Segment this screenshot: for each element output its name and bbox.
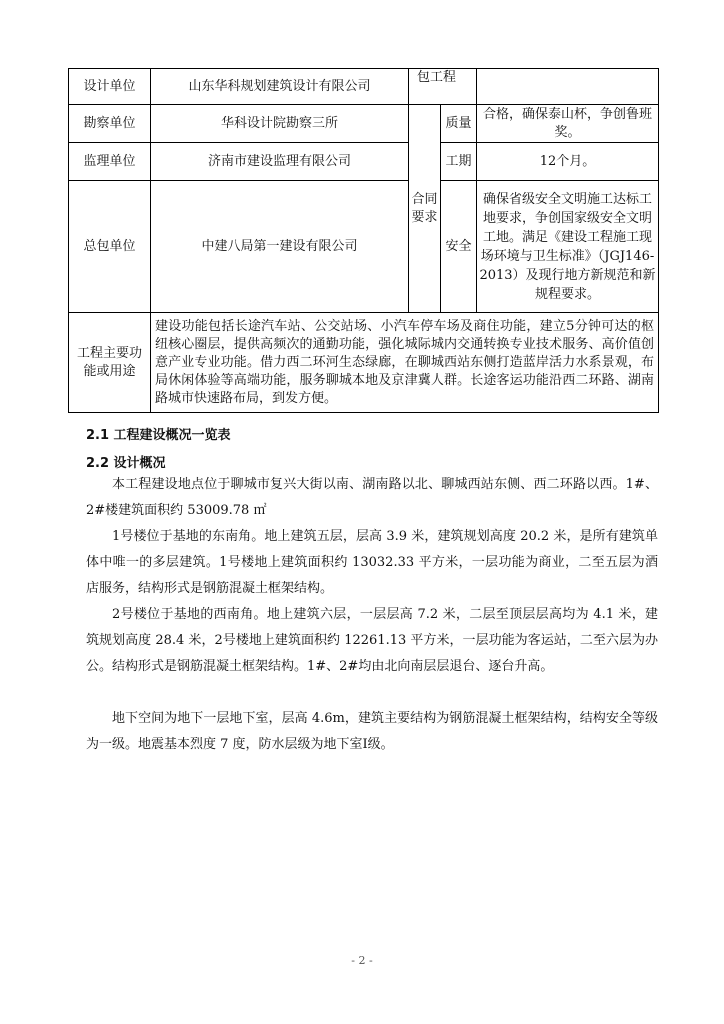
table-row — [69, 143, 659, 181]
package-value — [477, 69, 659, 105]
general-contractor-value: 中建八局第一建设有限公司 — [151, 181, 409, 313]
section-heading-2-1: 2.1 工程建设概况一览表 — [86, 428, 231, 443]
paragraph-building-2: 2号楼位于基地的西南角。地上建筑六层，一层层高 7.2 米，二层至顶层层高均为 4.1 米，建筑规划高度 28.4 米，2号楼地上建筑面积约 12261.13 平方米，一层功能为客运站，二至六层为办公。结构形式是钢筋混凝土框架结构。1#、2#均由北向南层层退台、逐台升高。 — [86, 607, 658, 674]
safety-value: 确保省级安全文明施工达标工地要求，争创国家级安全文明工地。满足《建设工程施工现场环境与卫生标准》（JGJ146-2013）及现行地方新规范和新规程要求。 — [477, 181, 659, 313]
supervision-unit-label: 监理单位 — [69, 143, 151, 181]
project-info-table — [68, 68, 659, 413]
safety-label: 安全 — [441, 181, 477, 313]
design-unit-label: 设计单位 — [69, 69, 151, 105]
page-number: - 2 - — [351, 954, 373, 967]
paragraph-basement: 地下空间为地下一层地下室，层高 4.6m，建筑主要结构为钢筋混凝土框架结构，结构安全等级为一级。地震基本烈度 7 度，防水层级为地下室Ⅰ级。 — [86, 711, 658, 752]
table-row — [69, 105, 659, 143]
contract-requirements-label: 合同要求 — [409, 105, 441, 313]
schedule-label: 工期 — [441, 143, 477, 181]
table-row — [69, 181, 659, 313]
design-unit-value: 山东华科规划建筑设计有限公司 — [151, 69, 409, 105]
supervision-unit-value: 济南市建设监理有限公司 — [151, 143, 409, 181]
main-function-value: 建设功能包括长途汽车站、公交站场、小汽车停车场及商住功能，建立5分钟可达的枢纽核心圈层，提供高频次的通勤功能，强化城际城内交通转换专业技术服务、高价值创意产业专业功能。借力西二环河生态绿廊，在聊城西站东侧打造蓝岸活力水系景观，布局休闲体验等高端功能，服务聊城本地及京津冀人群。长途客运功能沿西二环路、湖南路城市快速路布局，到发方便。 — [151, 313, 659, 413]
survey-unit-value: 华科设计院勘察三所 — [151, 105, 409, 143]
package-label: 包工程 — [409, 69, 477, 105]
survey-unit-label: 勘察单位 — [69, 105, 151, 143]
main-function-label: 工程主要功能或用途 — [69, 313, 151, 413]
schedule-value: 12个月。 — [477, 143, 659, 181]
table-row — [69, 313, 659, 413]
general-contractor-label: 总包单位 — [69, 181, 151, 313]
table-row — [69, 69, 659, 105]
quality-label: 质量 — [441, 105, 477, 143]
paragraph-building-1: 1号楼位于基地的东南角。地上建筑五层，层高 3.9 米，建筑规划高度 20.2 米，是所有建筑单体中唯一的多层建筑。1号楼地上建筑面积约 13032.33 平方米，一层功能为商业，二至五层为酒店服务，结构形式是钢筋混凝土框架结构。 — [86, 529, 658, 596]
section-heading-2-2: 2.2 设计概况 — [86, 456, 166, 471]
quality-value: 合格，确保泰山杯，争创鲁班奖。 — [477, 105, 659, 143]
paragraph-location: 本工程建设地点位于聊城市复兴大街以南、湖南路以北、聊城西站东侧、西二环路以西。1#、2#楼建筑面积约 53009.78 ㎡ — [86, 477, 658, 518]
